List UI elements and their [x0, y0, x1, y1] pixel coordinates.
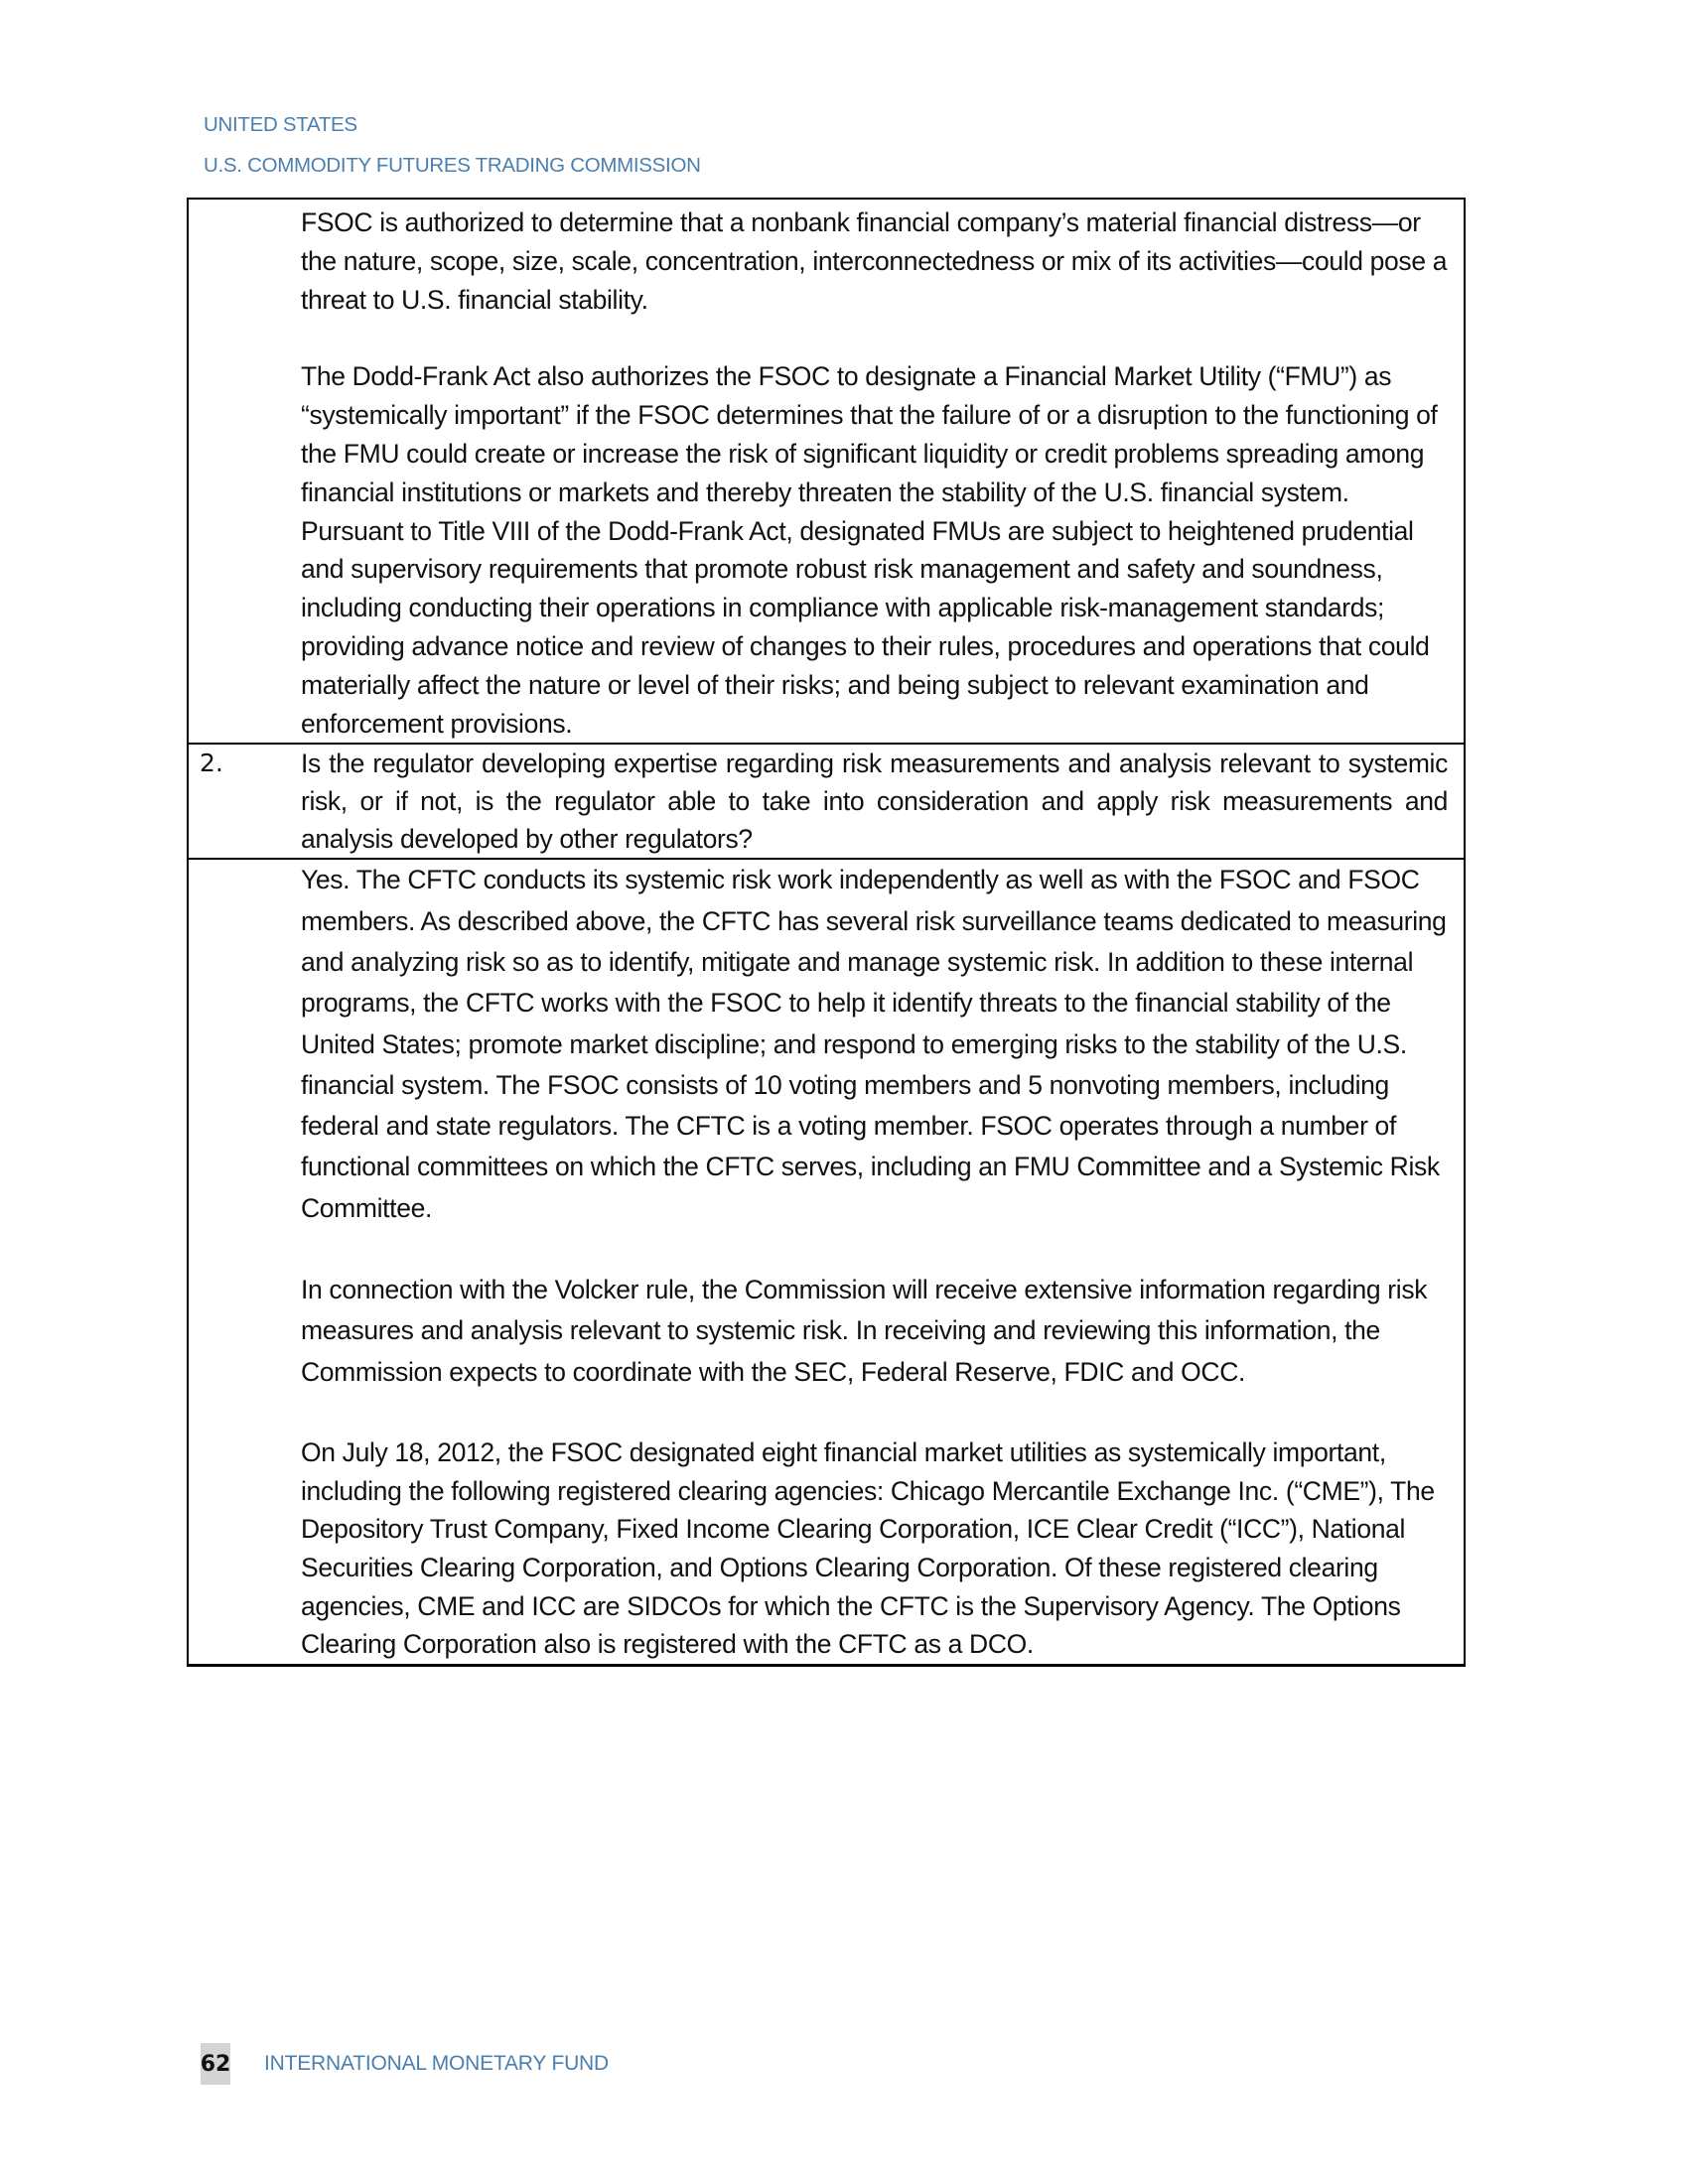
answer-paragraph: FSOC is authorized to determine that a nonbank financial company’s material financial distress—or the nature, scope, size, scale, concentration, interconnectedness or mix of its activities—could pose a threat to U.S. financial stability. [301, 207, 1448, 315]
answer-paragraph: Yes. The CFTC conducts its systemic risk work independently as well as with the FSOC and FSOC members. As described above, the CFTC has several risk surveillance teams dedicated to measuring and analyzing risk so as to identify, mitigate and manage systemic risk. In addition to these internal programs, the CFTC works with the FSOC to help it identify threats to the financial stability of the United States; promote market discipline; and respond to emerging risks to the stability of the U.S. financial system. The FSOC consists of 10 voting members and 5 nonvoting members, including federal and state regulators. The CFTC is a voting member. FSOC operates through a number of functional committees on which the CFTC serves, including an FMU Committee and a Systemic Risk Committee. [301, 865, 1447, 1223]
table-row-answer-2 [189, 858, 1464, 1664]
footer-publisher: INTERNATIONAL MONETARY FUND [264, 2052, 609, 2075]
answer-cell [301, 200, 1448, 743]
table-row-question-2 [189, 743, 1464, 858]
header-agency: U.S. COMMODITY FUTURES TRADING COMMISSION [204, 154, 701, 177]
header-country: UNITED STATES [204, 113, 357, 136]
page-footer [201, 2043, 609, 2085]
assessment-table [187, 198, 1466, 1667]
answer-paragraph: The Dodd-Frank Act also authorizes the FSOC to designate a Financial Market Utility (“FMU”) as “systemically important” if the FSOC determines that the failure of or a disruption to the functioning of the FMU could create or increase the risk of significant liquidity or credit problems spreading among financial institutions or markets and thereby threaten the stability of the U.S. financial system. Pursuant to Title VIII of the Dodd-Frank Act, designated FMUs are subject to heightened prudential and supervisory requirements that promote robust risk management and safety and soundness, including conducting their operations in compliance with applicable risk-management standards; providing advance notice and review of changes to their rules, procedures and operations that could materially affect the nature or level of their risks; and being subject to relevant examination and enforcement provisions. [301, 361, 1438, 739]
answer-paragraph: On July 18, 2012, the FSOC designated eight financial market utilities as systemically important, including the following registered clearing agencies: Chicago Mercantile Exchange Inc. (“CME”), The Depository Trust Company, Fixed Income Clearing Corporation, ICE Clear Credit (“ICC”), National Securities Clearing Corporation, and Options Clearing Corporation. Of these registered clearing agencies, CME and ICC are SIDCOs for which the CFTC is the Supervisory Agency. The Options Clearing Corporation also is registered with the CFTC as a DCO. [301, 1436, 1435, 1660]
table-row-answer-continued [189, 200, 1464, 743]
answer-cell [301, 860, 1448, 1664]
running-header [204, 107, 701, 189]
question-number: 2. [200, 749, 223, 778]
question-cell: Is the regulator developing expertise regarding risk measurements and analysis relevant to systemic risk, or if not, is the regulator able to take into consideration and apply risk measurements and analysis developed by other regulators? [301, 749, 1448, 855]
page-number: 62 [201, 2043, 230, 2085]
answer-paragraph: In connection with the Volcker rule, the Commission will receive extensive information regarding risk measures and analysis relevant to systemic risk. In receiving and reviewing this information, the Commission expects to coordinate with the SEC, Federal Reserve, FDIC and OCC. [301, 1275, 1428, 1387]
